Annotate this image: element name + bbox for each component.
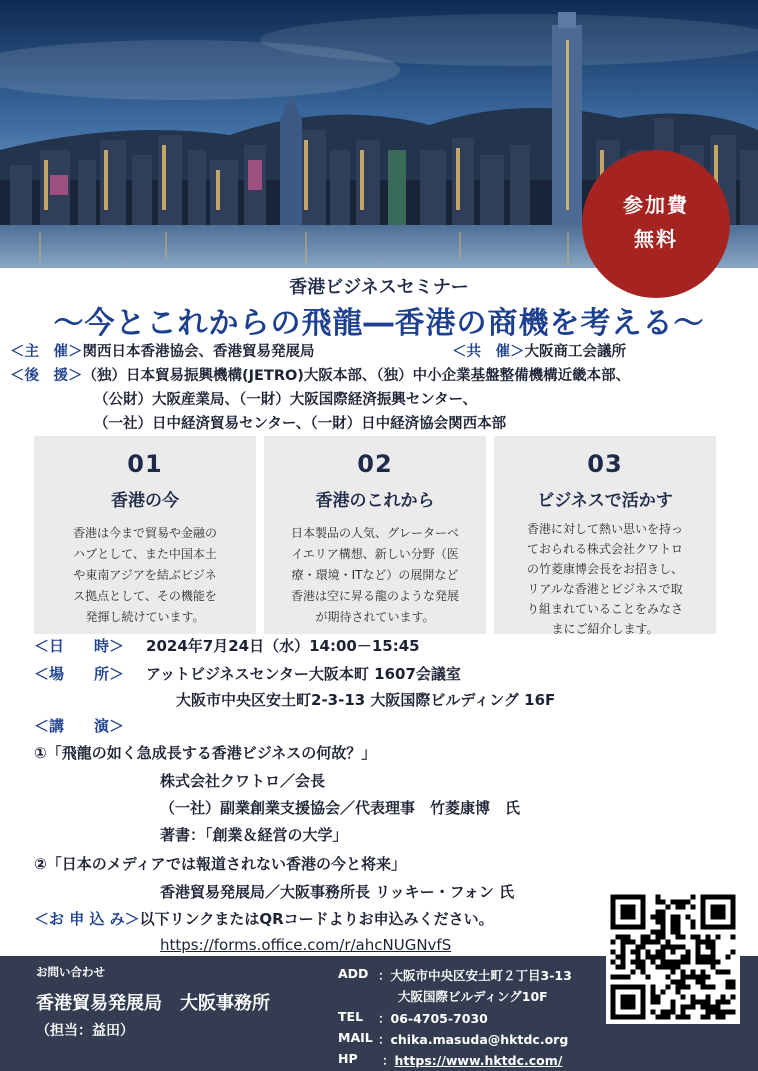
qr-module (656, 965, 661, 970)
qr-module (621, 960, 626, 965)
qr-module (681, 1015, 686, 1020)
card-line: ておられる株式会社クワトロ (526, 542, 683, 556)
card-title: 香港の今 (111, 491, 179, 511)
contact-label: お問い合わせ (36, 965, 105, 979)
qr-module (651, 955, 656, 960)
card-line: ス拠点として、その機能を (73, 589, 217, 603)
qr-module (646, 975, 651, 980)
qr-module (671, 1000, 676, 1005)
qr-module (651, 995, 656, 1000)
qr-module (626, 975, 631, 980)
qr-module (711, 960, 716, 965)
seminar-subtitle: 香港ビジネスセミナー (289, 277, 469, 298)
qr-module (731, 980, 736, 985)
cohost-row (452, 340, 626, 361)
qr-code-graphic (606, 890, 740, 1024)
badge-line2: 無料 (634, 227, 678, 251)
qr-module (726, 1010, 731, 1015)
qr-module (651, 985, 656, 990)
qr-module (706, 985, 711, 990)
qr-module (656, 1015, 661, 1020)
qr-module (686, 955, 691, 960)
qr-module (646, 940, 651, 945)
feature-card-02 (264, 436, 486, 634)
qr-module (671, 930, 676, 935)
qr-module (676, 990, 681, 995)
qr-module (691, 925, 696, 930)
apply-label: ＜お 申 込 み＞ (34, 910, 140, 928)
qr-module (706, 1000, 711, 1005)
qr-module (681, 955, 686, 960)
lecture-label-text: ＜講 演＞ (34, 717, 125, 735)
qr-module (661, 1015, 666, 1020)
qr-module (671, 980, 676, 985)
qr-module (661, 950, 666, 955)
qr-module (696, 935, 701, 940)
qr-module (731, 1010, 736, 1015)
qr-module (661, 960, 666, 965)
qr-module (651, 990, 656, 995)
qr-module (641, 940, 646, 945)
qr-module (676, 930, 681, 935)
card-body (46, 523, 244, 628)
qr-module (686, 1015, 691, 1020)
qr-module (671, 920, 676, 925)
lecture2-title: ②「日本のメディアでは報道されない香港の今と将来」 (34, 855, 406, 873)
qr-module (726, 985, 731, 990)
qr-module (636, 955, 641, 960)
venue-row (34, 663, 461, 684)
mail-value[interactable]: ：chika.masuda@hktdc.org (378, 1032, 569, 1047)
qr-module (656, 955, 661, 960)
card-line: り組まれていることをみなさ (526, 602, 683, 616)
qr-module (691, 935, 696, 940)
qr-module (731, 985, 736, 990)
qr-module (666, 960, 671, 965)
card-number: 03 (587, 450, 623, 478)
host-row (10, 340, 315, 361)
qr-module (721, 995, 726, 1000)
qr-module (656, 940, 661, 945)
qr-module (701, 955, 706, 960)
qr-module (616, 935, 621, 940)
card-title: ビジネスで活かす (537, 491, 673, 511)
qr-module (641, 935, 646, 940)
qr-module (706, 935, 711, 940)
qr-module (661, 900, 666, 905)
qr-module (721, 1015, 726, 1020)
qr-module (696, 950, 701, 955)
qr-finder-module (621, 995, 636, 1010)
qr-module (716, 960, 721, 965)
qr-module (691, 1000, 696, 1005)
qr-module (646, 955, 651, 960)
qr-module (726, 955, 731, 960)
qr-module (621, 965, 626, 970)
support-line: （公財）大阪産業局、（一財）大阪国際経済振興センター、 (94, 392, 478, 408)
qr-module (696, 960, 701, 965)
qr-module (686, 985, 691, 990)
venue-value: アットビジネスセンター大阪本町 1607会議室 (146, 665, 461, 683)
qr-module (611, 950, 616, 955)
qr-module (716, 935, 721, 940)
qr-module (636, 960, 641, 965)
card-line: イエリア構想、新しい分野（医 (291, 547, 459, 561)
qr-module (721, 1010, 726, 1015)
qr-module (716, 1005, 721, 1010)
qr-module (661, 935, 666, 940)
qr-module (701, 1000, 706, 1005)
card-number: 01 (127, 450, 163, 478)
qr-module (636, 950, 641, 955)
qr-module (721, 1000, 726, 1005)
lecture1-title: ①「飛龍の如く急成長する香港ビジネスの何故？」 (34, 744, 377, 762)
qr-module (651, 940, 656, 945)
qr-module (706, 1010, 711, 1015)
apply-link[interactable]: https://forms.office.com/r/ahcNUGNvfS (160, 936, 452, 954)
qr-code[interactable] (606, 890, 740, 1024)
qr-module (651, 1010, 656, 1015)
qr-module (621, 935, 626, 940)
qr-module (711, 1010, 716, 1015)
host-value: 関西日本香港協会、香港貿易発展局 (82, 344, 315, 360)
lecture1-line: 著書：「創業＆経営の大学」 (160, 826, 348, 844)
qr-module (681, 970, 686, 975)
card-number: 02 (357, 450, 393, 478)
card-line: 療・環境・ITなど）の展開など (291, 568, 459, 582)
qr-module (716, 1010, 721, 1015)
qr-module (631, 970, 636, 975)
qr-module (681, 935, 686, 940)
qr-module (716, 1000, 721, 1005)
qr-module (656, 910, 661, 915)
date-value: 2024年7月24日（水）14:00－15:45 (146, 637, 420, 655)
qr-module (676, 980, 681, 985)
qr-module (666, 905, 671, 910)
qr-module (696, 980, 701, 985)
qr-module (681, 1005, 686, 1010)
qr-module (716, 1015, 721, 1020)
card-line: 香港は今まで貿易や金融の (72, 526, 217, 540)
qr-module (671, 945, 676, 950)
qr-module (621, 945, 626, 950)
qr-module (686, 950, 691, 955)
qr-module (711, 985, 716, 990)
qr-module (701, 985, 706, 990)
qr-module (696, 940, 701, 945)
qr-module (711, 950, 716, 955)
qr-module (706, 960, 711, 965)
qr-module (671, 1010, 676, 1015)
qr-module (681, 1010, 686, 1015)
qr-module (706, 995, 711, 1000)
qr-module (676, 960, 681, 965)
qr-module (701, 1005, 706, 1010)
qr-module (631, 940, 636, 945)
qr-module (696, 955, 701, 960)
qr-module (661, 945, 666, 950)
qr-module (681, 985, 686, 990)
qr-module (656, 920, 661, 925)
cohost-value: 大阪商工会議所 (524, 344, 626, 360)
qr-module (686, 960, 691, 965)
qr-module (671, 1005, 676, 1010)
qr-module (731, 935, 736, 940)
qr-module (666, 975, 671, 980)
qr-module (661, 915, 666, 920)
card-line: ハブとして、また中国本土 (73, 547, 217, 561)
qr-module (676, 1015, 681, 1020)
qr-module (666, 965, 671, 970)
qr-module (651, 930, 656, 935)
qr-module (671, 960, 676, 965)
qr-module (636, 965, 641, 970)
qr-module (661, 930, 666, 935)
tel-value[interactable]: ：06-4705-7030 (378, 1011, 488, 1026)
qr-module (711, 1005, 716, 1010)
add-label: ADD (338, 966, 369, 981)
qr-finder-module (711, 905, 726, 920)
lecture1-line: （一社）副業創業支援協会／代表理事 竹菱康博 氏 (160, 799, 521, 817)
host-label: ＜主 催＞ (10, 344, 83, 360)
card-line: リアルな香港とビジネスで取 (527, 582, 683, 596)
qr-module (616, 955, 621, 960)
qr-module (661, 1010, 666, 1015)
qr-module (641, 960, 646, 965)
qr-module (681, 960, 686, 965)
qr-module (661, 920, 666, 925)
qr-module (676, 925, 681, 930)
qr-module (676, 965, 681, 970)
qr-module (656, 935, 661, 940)
qr-module (646, 950, 651, 955)
qr-module (681, 905, 686, 910)
card-line: や東南アジアを結ぶビジネ (73, 568, 217, 582)
qr-module (656, 915, 661, 920)
apply-text: 以下リンクまたはQRコードよりお申込みください。 (139, 910, 494, 928)
qr-module (681, 900, 686, 905)
qr-module (696, 945, 701, 950)
qr-module (721, 970, 726, 975)
venue-address: 大阪市中央区安土町2-3-13 大阪国際ビルディング 16F (176, 691, 556, 709)
card-line: 香港は空に昇る龍のような発展 (290, 589, 459, 603)
qr-module (696, 1000, 701, 1005)
qr-module (661, 965, 666, 970)
support-label: ＜後 援＞ (10, 368, 83, 384)
qr-module (666, 1015, 671, 1020)
qr-module (621, 955, 626, 960)
qr-module (681, 975, 686, 980)
qr-module (706, 955, 711, 960)
card-title: 香港のこれから (315, 491, 435, 511)
qr-module (641, 945, 646, 950)
qr-module (681, 995, 686, 1000)
support-line: （独）日本貿易振興機構(JETRO)大阪本部、（独）中小企業基盤整備機構近畿本部、 (82, 368, 631, 384)
qr-module (616, 975, 621, 980)
qr-module (671, 915, 676, 920)
qr-module (661, 925, 666, 930)
date-label: ＜日 時＞ (34, 637, 125, 655)
qr-module (731, 995, 736, 1000)
qr-module (676, 935, 681, 940)
tel-label: TEL (338, 1009, 364, 1024)
qr-module (716, 970, 721, 975)
qr-module (636, 945, 641, 950)
card-line: 発揮し続けています。 (85, 610, 205, 624)
qr-module (621, 950, 626, 955)
qr-module (631, 960, 636, 965)
card-body (270, 523, 480, 628)
qr-module (621, 975, 626, 980)
hp-row (382, 1051, 562, 1069)
qr-module (641, 970, 646, 975)
qr-module (676, 945, 681, 950)
qr-module (651, 1000, 656, 1005)
qr-module (661, 990, 666, 995)
qr-module (706, 1005, 711, 1010)
qr-module (626, 935, 631, 940)
qr-module (656, 950, 661, 955)
card-body (506, 519, 704, 639)
qr-module (701, 980, 706, 985)
qr-module (701, 1015, 706, 1020)
qr-module (706, 1015, 711, 1020)
qr-module (656, 895, 661, 900)
qr-module (686, 1005, 691, 1010)
qr-module (691, 970, 696, 975)
qr-module (666, 985, 671, 990)
contact-person: （担当：益田） (36, 1023, 134, 1039)
qr-module (701, 940, 706, 945)
qr-module (671, 900, 676, 905)
qr-module (691, 995, 696, 1000)
hp-prefix: ： (382, 1053, 395, 1068)
support-row (10, 364, 630, 385)
qr-module (661, 910, 666, 915)
qr-module (621, 940, 626, 945)
qr-module (666, 945, 671, 950)
add-value-building: 大阪国際ビルディング10F (398, 989, 548, 1004)
qr-module (701, 960, 706, 965)
qr-module (671, 965, 676, 970)
contact-org-name: 香港貿易発展局 大阪事務所 (36, 993, 270, 1014)
qr-module (611, 975, 616, 980)
qr-module (666, 940, 671, 945)
venue-label: ＜場 所＞ (34, 665, 125, 683)
qr-module (681, 980, 686, 985)
qr-module (691, 1005, 696, 1010)
qr-module (726, 980, 731, 985)
qr-module (686, 915, 691, 920)
qr-module (656, 995, 661, 1000)
card-line: が期待されています。 (315, 610, 435, 624)
qr-module (611, 960, 616, 965)
add-value: ：大阪市中央区安土町２丁目3-13 (378, 968, 572, 983)
hp-link[interactable]: https://www.hktdc.com/ (394, 1053, 563, 1068)
qr-module (671, 925, 676, 930)
qr-module (711, 940, 716, 945)
qr-module (691, 920, 696, 925)
qr-module (726, 970, 731, 975)
date-row (34, 635, 420, 656)
qr-module (661, 955, 666, 960)
qr-module (656, 1000, 661, 1005)
qr-module (711, 945, 716, 950)
mail-label: MAIL (338, 1030, 373, 1045)
qr-module (671, 950, 676, 955)
cohost-label: ＜共 催＞ (452, 344, 525, 360)
qr-module (631, 950, 636, 955)
card-line: 日本製品の人気、グレーターベ (290, 526, 459, 540)
qr-module (711, 955, 716, 960)
card-line: の竹菱康博会長をお招きし、 (526, 562, 683, 576)
qr-module (686, 975, 691, 980)
qr-module (691, 895, 696, 900)
qr-module (646, 935, 651, 940)
qr-module (626, 940, 631, 945)
badge-line1: 参加費 (623, 193, 689, 217)
qr-module (616, 965, 621, 970)
qr-module (691, 905, 696, 910)
apply-row (34, 908, 494, 929)
qr-module (656, 900, 661, 905)
card-line: まにご紹介します。 (551, 622, 659, 636)
qr-module (651, 960, 656, 965)
qr-module (706, 975, 711, 980)
qr-module (676, 985, 681, 990)
qr-module (656, 930, 661, 935)
qr-module (611, 940, 616, 945)
seminar-title: 〜今とこれからの飛龍―香港の商機を考える〜 (53, 306, 705, 341)
lecture1-line: 株式会社クワトロ／会長 (160, 772, 326, 790)
feature-card-01 (34, 436, 256, 634)
qr-module (666, 1010, 671, 1015)
hp-label: HP (338, 1051, 358, 1066)
qr-module (706, 945, 711, 950)
qr-module (651, 915, 656, 920)
feature-card-03 (494, 436, 716, 634)
qr-module (676, 900, 681, 905)
qr-module (701, 975, 706, 980)
card-line: 香港に対して熱い思いを持っ (526, 522, 683, 536)
qr-module (701, 970, 706, 975)
qr-module (676, 905, 681, 910)
qr-module (681, 945, 686, 950)
support-line: （一社）日中経済貿易センター、（一財）日中経済協会関西本部 (94, 416, 507, 432)
qr-module (676, 920, 681, 925)
qr-module (731, 950, 736, 955)
qr-module (671, 970, 676, 975)
lecture-label (34, 715, 124, 736)
qr-module (696, 975, 701, 980)
qr-module (686, 900, 691, 905)
lecture2-line: 香港貿易発展局／大阪事務所長 リッキー・フォン 氏 (160, 883, 515, 901)
qr-module (706, 940, 711, 945)
qr-module (676, 915, 681, 920)
qr-finder-module (621, 905, 636, 920)
qr-module (711, 965, 716, 970)
qr-module (641, 965, 646, 970)
qr-module (691, 975, 696, 980)
qr-module (726, 1000, 731, 1005)
